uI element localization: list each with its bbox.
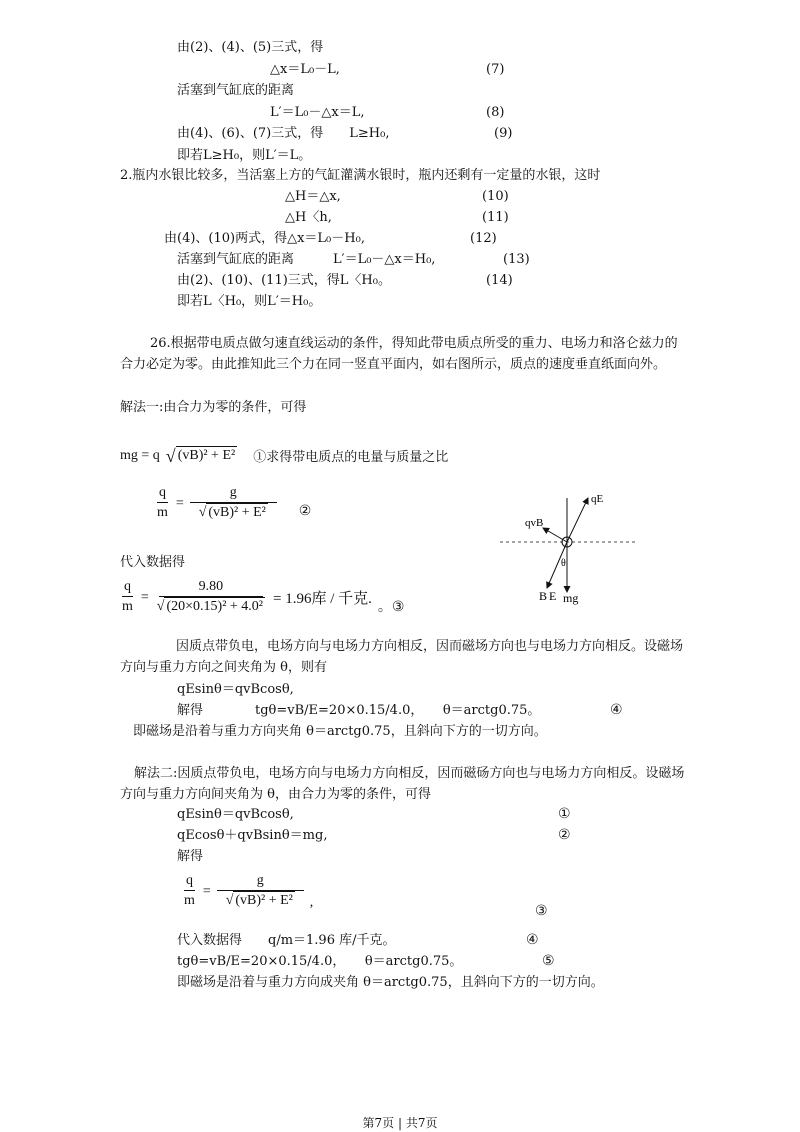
label-E: E — [549, 589, 557, 603]
denominator — [155, 597, 267, 617]
equation-lhs: mg = q — [120, 447, 160, 463]
fraction-g — [190, 484, 277, 523]
equation-tag: ④ — [610, 702, 623, 718]
radicand: (vB)² + E² — [235, 893, 293, 908]
equation-line: △H〈h, — [285, 210, 332, 225]
label-theta: θ — [561, 558, 566, 569]
numerator: g — [190, 484, 277, 503]
equation-result: = 1.96库 / 千克. — [273, 591, 372, 607]
radical-sign: √ — [198, 505, 207, 520]
reasoning-paragraph: 因质点带负电，电场方向与电场力方向相反，因而磁场方向也与电场力方向相反。设磁场方向与重力方向之间夹角为 θ，则有 — [120, 639, 684, 675]
equation-line: △x＝L₀－L, — [270, 62, 340, 77]
numerator: q — [157, 484, 168, 503]
conclusion-line: 即磁场是沿着与重力方向夹角 θ＝arctg0.75，且斜向下方的一切方向。 — [133, 724, 547, 739]
qE-arrow — [567, 498, 588, 542]
text-line: 解得 — [177, 849, 204, 864]
equation-q-over-m — [155, 484, 311, 523]
fraction-q-m — [155, 484, 170, 523]
solution-line: 解得 tgθ=vB/E=20×0.15/4.0， θ＝arctg0.75。 — [177, 703, 541, 718]
denominator — [197, 503, 270, 523]
fraction-numeric — [155, 578, 267, 617]
equation-number: (11) — [482, 210, 509, 225]
radical-sign: √ — [165, 445, 176, 466]
method-heading: 解法一:由合力为零的条件，可得 — [120, 400, 307, 415]
text-line: 由(4)、(6)、(7)三式，得 L≥H₀, — [177, 126, 390, 141]
radical-sign: √ — [225, 893, 234, 908]
label-qvB: qvB — [525, 517, 544, 529]
text-line: 代入数据得 — [120, 555, 186, 570]
equation-tag: ③ — [535, 903, 548, 919]
equation-number: (9) — [494, 126, 513, 141]
denominator: m — [157, 505, 168, 520]
radicand: (vB)² + E² — [177, 448, 236, 463]
equation-number: (7) — [486, 62, 505, 77]
equation-line: qEsinθ＝qvBcosθ, — [177, 682, 294, 697]
equation-tag: ① — [558, 806, 571, 822]
fraction-q-m — [182, 872, 197, 911]
text-line: 2.瓶内水银比较多，当活塞上方的气缸灌满水银时，瓶内还剩有一定量的水银，这时 — [120, 168, 601, 183]
equation-number: (12) — [470, 231, 497, 246]
radicand: (vB)² + E² — [208, 505, 266, 520]
radicand: (20×0.15)² + 4.0² — [166, 599, 263, 614]
equation-tag: ④ — [526, 932, 539, 948]
text-line: 由(2)、(10)、(11)三式，得L〈H₀。 — [177, 273, 391, 288]
page-footer: 第7页 | 共7页 — [362, 1116, 438, 1130]
trailing-comma: , — [309, 894, 314, 910]
text-line: 即若L≥H₀，则L′＝L。 — [177, 148, 312, 163]
equals-sign: = — [202, 883, 211, 899]
equation-number: (13) — [503, 252, 530, 267]
denominator: m — [122, 599, 133, 614]
equation-tag: ② — [558, 827, 571, 843]
equation-line: qEsinθ＝qvBcosθ, — [177, 807, 294, 822]
equals-sign: = — [175, 495, 184, 511]
equation-line: △H＝△x, — [285, 189, 341, 204]
text-line: 即若L〈H₀，则L′＝H₀。 — [177, 294, 322, 309]
equation-note: ①求得带电质点的电量与质量之比 — [253, 450, 449, 465]
numerator: 9.80 — [159, 578, 264, 597]
label-B: B — [539, 589, 548, 603]
text-line: 活塞到气缸底的距离 — [177, 83, 295, 98]
equation-numeric — [120, 578, 404, 617]
equation-q-over-m-2 — [182, 872, 313, 911]
equals-sign: = — [140, 589, 149, 605]
numerator: g — [217, 872, 304, 891]
force-diagram — [495, 488, 645, 608]
radical-sign: √ — [156, 599, 165, 614]
text-line: 由(2)、(4)、(5)三式，得 — [177, 40, 324, 55]
label-mg: mg — [563, 591, 579, 605]
text-line: 代入数据得 q/m＝1.96 库/千克。 — [177, 933, 396, 948]
equation-line: qEcosθ＋qvBsinθ＝mg, — [177, 828, 328, 843]
equation-number: (8) — [486, 105, 505, 120]
equation-number: (14) — [486, 273, 513, 288]
numerator: q — [184, 872, 195, 891]
label-qE: qE — [591, 493, 604, 505]
numerator: q — [122, 578, 133, 597]
equation-line: L′＝L₀－△x＝L, — [270, 105, 365, 120]
fraction-q-m — [120, 578, 135, 617]
problem-intro: 26.根据带电质点做匀速直线运动的条件，得知此带电质点所受的重力、电场力和洛仑兹力的合力必定为零。由此推知此三个力在同一竖直平面内，如右图所示，质点的速度垂直纸面向外。 — [120, 336, 678, 372]
equation-number: (10) — [482, 189, 509, 204]
method-two-paragraph: 解法二:因质点带负电，电场方向与电场力方向相反，因而磁砀方向也与电场力方向相反。设磁场方向与重力方向间夹角为 θ，由合力为零的条件，可得 — [120, 766, 685, 802]
conclusion-line: 即磁场是沿着与重力方向成夹角 θ＝arctg0.75，且斜向下方的一切方向。 — [177, 975, 604, 990]
denominator: m — [184, 893, 195, 908]
denominator — [224, 891, 297, 911]
equation-tag: ② — [298, 502, 312, 519]
text-line: 由(4)、(10)两式，得△x＝L₀－H₀, — [164, 231, 365, 246]
equation-tag: ⑤ — [542, 953, 555, 969]
text-line: 活塞到气缸底的距离 L′＝L₀－△x＝H₀, — [177, 252, 436, 267]
equation-mg — [120, 446, 448, 465]
qvB-arrow — [543, 528, 567, 542]
equation-tag: 。③ — [377, 598, 405, 615]
equation-line: tgθ=vB/E=20×0.15/4.0， θ＝arctg0.75。 — [177, 954, 463, 969]
fraction-g — [217, 872, 304, 911]
